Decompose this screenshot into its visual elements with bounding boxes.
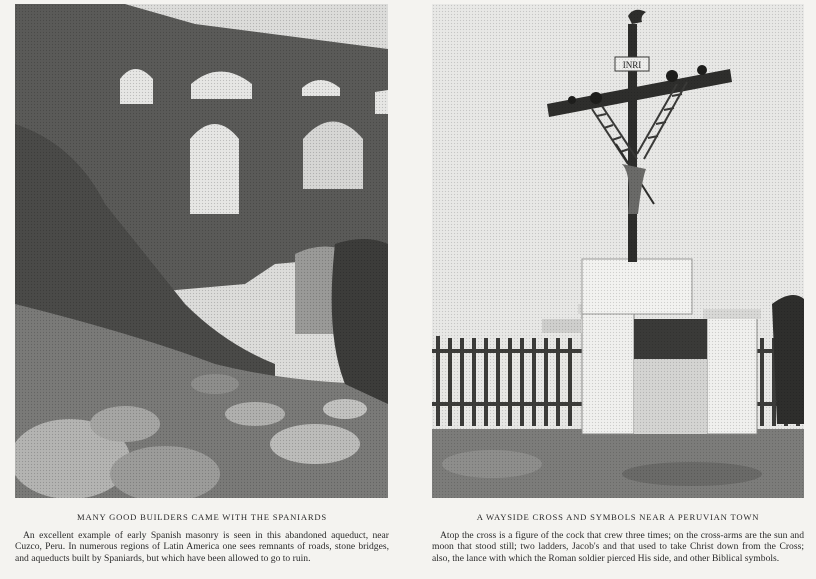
caption-aqueduct [15, 512, 389, 564]
caption-text: Atop the cross is a figure of the cock that crew three times; on the cross-arms are the sun and moon that stood still; two ladders, Jacob's and that used to take Christ down from the Cross; also, the lance with which the Roman soldier pierced His side, and other Biblical symbols. [432, 529, 804, 564]
caption-heading: MANY GOOD BUILDERS CAME WITH THE SPANIARDS [77, 512, 327, 522]
caption-wayside-cross [432, 512, 804, 564]
aqueduct-illustration [15, 4, 388, 498]
halftone-texture [432, 4, 804, 498]
caption-text: An excellent example of early Spanish masonry is seen in this abandoned aqueduct, near Cuzco, Peru. In numerous regions of Latin America one sees remnants of roads, stone bridges, and aqueducts built by Spaniards, but which have been allowed to go to ruin. [15, 529, 389, 564]
aqueduct-photo [15, 4, 388, 498]
caption-heading: A WAYSIDE CROSS AND SYMBOLS NEAR A PERUVIAN TOWN [476, 512, 760, 522]
wayside-cross-illustration [432, 4, 804, 498]
halftone-texture [15, 4, 388, 498]
wayside-cross-photo [432, 4, 804, 498]
